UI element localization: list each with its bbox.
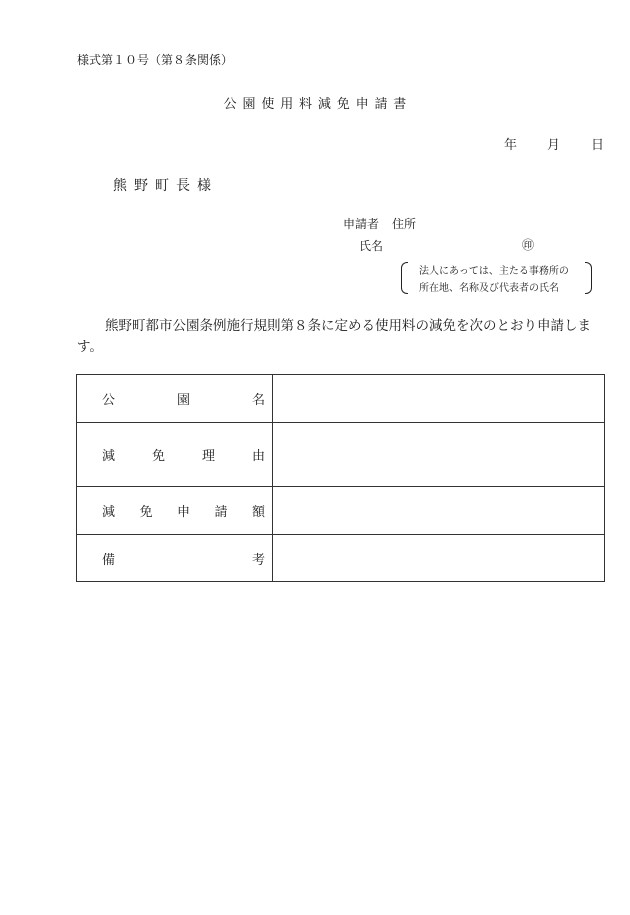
reduction-amount-label-char: 請 [214,505,228,520]
date-year-label: 年 [504,138,518,153]
applicant-label: 申請者 [343,217,380,231]
table-row-reduction-reason [77,423,605,487]
reduction-reason-label-char: 理 [201,449,215,464]
address-label: 住所 [392,217,417,231]
document-title: 公園使用料減免申請書 [223,97,413,112]
date-day-label: 日 [591,138,605,153]
reduction-reason-label-char: 免 [151,449,165,464]
seal-mark-icon: ㊞ [522,238,535,252]
reduction-reason-label [77,423,273,487]
park-name-label-char: 公 [102,393,116,408]
right-bracket [585,262,592,294]
date-month-label: 月 [547,138,561,153]
reduction-reason-value-field[interactable] [273,423,605,487]
left-bracket [401,262,408,294]
remarks-label-char: 備 [102,552,116,568]
park-name-label-char: 園 [176,393,190,408]
reduction-reason-label-char: 由 [251,449,265,464]
application-table [76,374,605,582]
form-number: 様式第１０号（第８条関係） [77,53,234,67]
remarks-value-field[interactable] [273,535,605,582]
corporate-note [401,260,592,294]
addressee: 熊野町長様 [113,178,218,194]
reduction-reason-label-char: 減 [102,449,116,464]
table-row-park-name [77,375,605,423]
name-label: 氏名 [359,239,384,253]
park-name-label [77,375,273,423]
reduction-amount-value-field[interactable] [273,487,605,535]
table-row-remarks [77,535,605,582]
remarks-label [77,535,273,582]
reduction-amount-label [77,487,273,535]
park-name-label-char: 名 [251,393,265,408]
note-line-2: 所在地、名称及び代表者の氏名 [419,283,559,294]
table-row-reduction-amount [77,487,605,535]
reduction-amount-label-char: 減 [102,505,116,520]
park-name-value-field[interactable] [273,375,605,423]
remarks-label-char: 考 [251,552,265,568]
note-line-1: 法人にあっては、主たる事務所の [419,266,569,277]
reduction-amount-label-char: 申 [176,505,190,520]
application-statement: 熊野町都市公園条例施行規則第８条に定める使用料の減免を次のとおり申請します。 [77,318,591,355]
reduction-amount-label-char: 額 [251,505,265,520]
reduction-amount-label-char: 免 [139,505,153,520]
